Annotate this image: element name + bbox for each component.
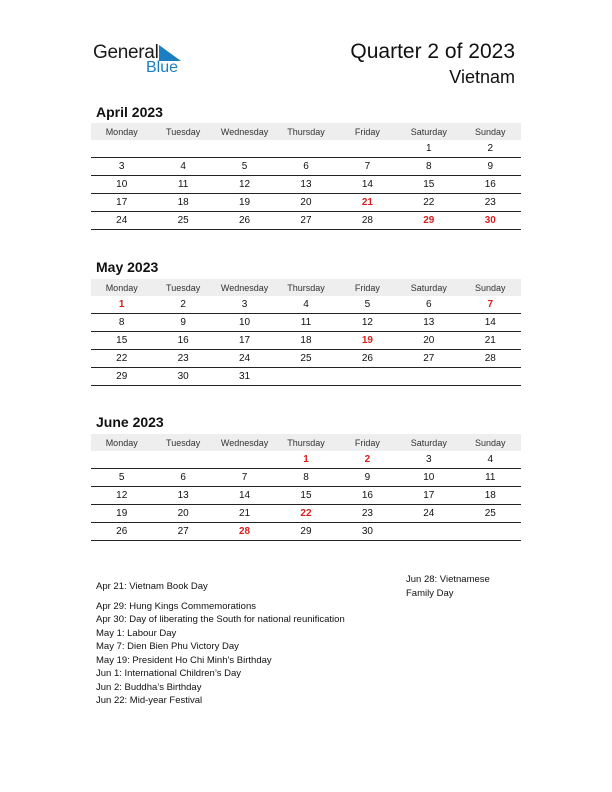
weekday-header: Saturday bbox=[398, 279, 459, 296]
day-cell: 13 bbox=[398, 314, 459, 332]
holiday-day-cell: 19 bbox=[337, 332, 398, 350]
weekday-header: Wednesday bbox=[214, 123, 275, 140]
weekday-header: Saturday bbox=[398, 434, 459, 451]
day-cell: 6 bbox=[398, 296, 459, 314]
day-cell: 4 bbox=[152, 158, 213, 176]
day-cell: 31 bbox=[214, 368, 275, 386]
holiday-item: May 7: Dien Bien Phu Victory Day bbox=[96, 641, 239, 652]
day-cell: 15 bbox=[275, 487, 336, 505]
week-row bbox=[91, 158, 521, 176]
holiday-day-cell: 1 bbox=[275, 451, 336, 469]
day-cell: 25 bbox=[275, 350, 336, 368]
month-title: June 2023 bbox=[96, 414, 164, 430]
day-cell: 9 bbox=[152, 314, 213, 332]
day-cell: 4 bbox=[460, 451, 521, 469]
holiday-day-cell: 28 bbox=[214, 523, 275, 541]
day-cell: 22 bbox=[91, 350, 152, 368]
holiday-day-cell: 7 bbox=[460, 296, 521, 314]
day-cell: 29 bbox=[91, 368, 152, 386]
week-row bbox=[91, 505, 521, 523]
day-cell: 14 bbox=[337, 176, 398, 194]
day-cell bbox=[214, 451, 275, 469]
month-title: April 2023 bbox=[96, 104, 163, 120]
day-cell: 25 bbox=[460, 505, 521, 523]
day-cell: 30 bbox=[337, 523, 398, 541]
weekday-header: Wednesday bbox=[214, 434, 275, 451]
day-cell: 25 bbox=[152, 212, 213, 230]
day-cell: 6 bbox=[275, 158, 336, 176]
day-cell: 6 bbox=[152, 469, 213, 487]
country-name: Vietnam bbox=[449, 67, 515, 87]
holiday-list-right bbox=[406, 573, 516, 600]
page-title: Quarter 2 of 2023 bbox=[350, 40, 515, 63]
week-row bbox=[91, 176, 521, 194]
day-cell: 26 bbox=[337, 350, 398, 368]
day-cell: 26 bbox=[214, 212, 275, 230]
day-cell: 17 bbox=[398, 487, 459, 505]
day-cell: 8 bbox=[398, 158, 459, 176]
week-row bbox=[91, 469, 521, 487]
holiday-item: May 19: President Ho Chi Minh’s Birthday bbox=[96, 654, 272, 666]
holiday-item: Apr 29: Hung Kings Commemorations bbox=[96, 600, 256, 612]
day-cell: 8 bbox=[91, 314, 152, 332]
week-row bbox=[91, 451, 521, 469]
day-cell: 2 bbox=[460, 140, 521, 158]
day-cell bbox=[398, 368, 459, 386]
weekday-header: Friday bbox=[337, 123, 398, 140]
day-cell: 29 bbox=[275, 523, 336, 541]
day-cell: 22 bbox=[398, 194, 459, 212]
day-cell: 16 bbox=[337, 487, 398, 505]
weekday-header: Sunday bbox=[460, 434, 521, 451]
weekday-header: Thursday bbox=[275, 434, 336, 451]
week-row bbox=[91, 296, 521, 314]
holiday-day-cell: 2 bbox=[337, 451, 398, 469]
day-cell: 20 bbox=[152, 505, 213, 523]
day-cell: 5 bbox=[337, 296, 398, 314]
week-row bbox=[91, 140, 521, 158]
weekday-header: Tuesday bbox=[152, 279, 213, 296]
weekday-header: Thursday bbox=[275, 123, 336, 140]
day-cell: 8 bbox=[275, 469, 336, 487]
day-cell: 27 bbox=[275, 212, 336, 230]
day-cell bbox=[337, 140, 398, 158]
weekday-header: Thursday bbox=[275, 279, 336, 296]
day-cell: 28 bbox=[460, 350, 521, 368]
week-row bbox=[91, 194, 521, 212]
holiday-item: Jun 28: Vietnamese Family Day bbox=[406, 574, 490, 599]
day-cell: 4 bbox=[275, 296, 336, 314]
holiday-item: Apr 21: Vietnam Book Day bbox=[96, 581, 208, 592]
day-cell: 5 bbox=[214, 158, 275, 176]
day-cell bbox=[91, 451, 152, 469]
week-row bbox=[91, 368, 521, 386]
day-cell: 24 bbox=[214, 350, 275, 368]
day-cell bbox=[337, 368, 398, 386]
generalblue-logo bbox=[93, 42, 193, 78]
holiday-item: Jun 22: Mid-year Festival bbox=[96, 695, 203, 706]
day-cell: 27 bbox=[152, 523, 213, 541]
holiday-day-cell: 29 bbox=[398, 212, 459, 230]
day-cell: 20 bbox=[275, 194, 336, 212]
day-cell: 27 bbox=[398, 350, 459, 368]
day-cell: 18 bbox=[152, 194, 213, 212]
day-cell bbox=[214, 140, 275, 158]
holiday-item: Jun 1: International Children’s Day bbox=[96, 668, 242, 679]
day-cell: 11 bbox=[275, 314, 336, 332]
weekday-header: Tuesday bbox=[152, 434, 213, 451]
day-cell: 12 bbox=[214, 176, 275, 194]
day-cell bbox=[460, 368, 521, 386]
day-cell: 30 bbox=[152, 368, 213, 386]
day-cell: 18 bbox=[460, 487, 521, 505]
day-cell: 20 bbox=[398, 332, 459, 350]
day-cell: 9 bbox=[460, 158, 521, 176]
day-cell: 3 bbox=[398, 451, 459, 469]
weekday-header: Monday bbox=[91, 434, 152, 451]
week-row bbox=[91, 350, 521, 368]
day-cell: 24 bbox=[398, 505, 459, 523]
day-cell: 23 bbox=[152, 350, 213, 368]
day-cell: 21 bbox=[214, 505, 275, 523]
day-cell: 5 bbox=[91, 469, 152, 487]
weekday-header: Sunday bbox=[460, 123, 521, 140]
day-cell: 7 bbox=[337, 158, 398, 176]
weekday-header: Monday bbox=[91, 123, 152, 140]
day-cell: 18 bbox=[275, 332, 336, 350]
weekday-header: Monday bbox=[91, 279, 152, 296]
day-cell: 12 bbox=[91, 487, 152, 505]
day-cell: 11 bbox=[460, 469, 521, 487]
holiday-day-cell: 30 bbox=[460, 212, 521, 230]
holiday-day-cell: 22 bbox=[275, 505, 336, 523]
week-row bbox=[91, 523, 521, 541]
weekday-header: Tuesday bbox=[152, 123, 213, 140]
day-cell: 21 bbox=[460, 332, 521, 350]
day-cell: 19 bbox=[91, 505, 152, 523]
day-cell: 3 bbox=[214, 296, 275, 314]
holiday-day-cell: 21 bbox=[337, 194, 398, 212]
day-cell: 10 bbox=[91, 176, 152, 194]
day-cell bbox=[398, 523, 459, 541]
day-cell: 23 bbox=[337, 505, 398, 523]
day-cell bbox=[275, 140, 336, 158]
day-cell: 16 bbox=[460, 176, 521, 194]
weekday-header: Friday bbox=[337, 279, 398, 296]
week-row bbox=[91, 212, 521, 230]
holiday-item: Apr 30: Day of liberating the South for national reunification bbox=[96, 614, 345, 625]
week-row bbox=[91, 487, 521, 505]
day-cell: 7 bbox=[214, 469, 275, 487]
weekday-header: Sunday bbox=[460, 279, 521, 296]
day-cell: 14 bbox=[214, 487, 275, 505]
week-row bbox=[91, 314, 521, 332]
weekday-header: Friday bbox=[337, 434, 398, 451]
day-cell bbox=[460, 523, 521, 541]
day-cell: 2 bbox=[152, 296, 213, 314]
month-title: May 2023 bbox=[96, 259, 159, 275]
week-row bbox=[91, 332, 521, 350]
day-cell: 12 bbox=[337, 314, 398, 332]
day-cell bbox=[152, 451, 213, 469]
day-cell: 1 bbox=[398, 140, 459, 158]
day-cell: 3 bbox=[91, 158, 152, 176]
day-cell: 24 bbox=[91, 212, 152, 230]
weekday-header: Wednesday bbox=[214, 279, 275, 296]
day-cell: 28 bbox=[337, 212, 398, 230]
logo-text-blue: Blue bbox=[146, 59, 179, 76]
day-cell: 17 bbox=[214, 332, 275, 350]
day-cell: 15 bbox=[398, 176, 459, 194]
month-calendar-table bbox=[91, 434, 521, 541]
day-cell: 15 bbox=[91, 332, 152, 350]
month-calendar-table bbox=[91, 279, 521, 386]
day-cell: 9 bbox=[337, 469, 398, 487]
day-cell bbox=[152, 140, 213, 158]
weekday-header: Saturday bbox=[398, 123, 459, 140]
day-cell: 13 bbox=[275, 176, 336, 194]
day-cell: 19 bbox=[214, 194, 275, 212]
day-cell: 14 bbox=[460, 314, 521, 332]
holiday-list bbox=[96, 580, 345, 708]
holiday-item: Jun 2: Buddha’s Birthday bbox=[96, 681, 202, 693]
day-cell: 16 bbox=[152, 332, 213, 350]
day-cell: 23 bbox=[460, 194, 521, 212]
day-cell: 13 bbox=[152, 487, 213, 505]
day-cell: 10 bbox=[398, 469, 459, 487]
month-calendar-table bbox=[91, 123, 521, 230]
day-cell: 26 bbox=[91, 523, 152, 541]
holiday-item: May 1: Labour Day bbox=[96, 627, 177, 639]
day-cell: 17 bbox=[91, 194, 152, 212]
holiday-day-cell: 1 bbox=[91, 296, 152, 314]
day-cell bbox=[275, 368, 336, 386]
day-cell: 10 bbox=[214, 314, 275, 332]
day-cell: 11 bbox=[152, 176, 213, 194]
day-cell bbox=[91, 140, 152, 158]
logo-text-general: General bbox=[93, 42, 159, 63]
